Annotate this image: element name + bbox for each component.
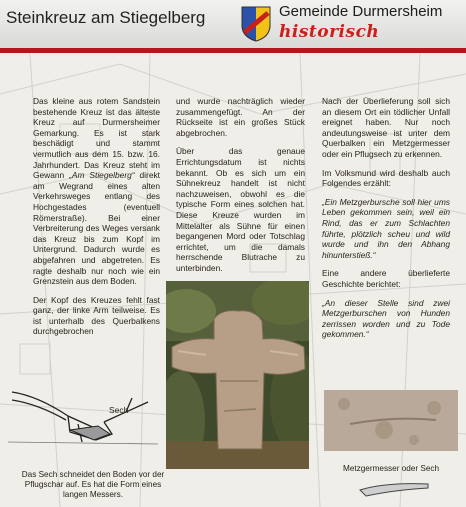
header-bar	[0, 0, 466, 48]
stone-caption: Metzgermesser oder Sech	[343, 464, 440, 473]
paragraph: Im Volksmund wird deshalb auch Folgendes erzählt:	[322, 167, 450, 189]
stone-cross-photo	[166, 281, 309, 469]
stone-detail-photo	[324, 390, 458, 451]
paragraph: Eine andere überlieferte Geschichte berichtet:	[322, 268, 450, 289]
accent-divider	[0, 48, 466, 53]
text-column-3	[322, 96, 450, 348]
coat-of-arms-icon	[240, 5, 272, 43]
text-column-1	[33, 96, 160, 345]
page-title: Steinkreuz am Stiegelberg	[6, 8, 206, 27]
plough-caption: Das Sech schneidet den Boden vor der Pflugschar auf. Es hat die Form eines langen Messers.	[21, 470, 165, 499]
paragraph	[33, 96, 160, 287]
legend-quote-2: „An dieser Stelle sind zwei Metzgerburschen von Hunden zerrissen worden und zu Tode gekommen.“	[322, 297, 450, 340]
paragraph: Über das genaue Errichtungsdatum ist nichts bekannt. Ob es sich um ein Sühnekreuz handelt ist nicht nachzuweisen, obwohl es die typische Form eines solchen hat. Diese Kreuze wurden im Mittelalter als Sühne für einen begangenen Mord oder Totschlag errichtet, um die damals herrschende Blutrache zu unterbinden.	[176, 146, 305, 273]
paragraph: und wurde nachträglich wieder zusammengefügt. An der Rückseite ist ein großes Stück abgebrochen.	[176, 96, 305, 138]
plough-illustration	[8, 382, 158, 448]
text: Das kleine aus rotem Sandstein bestehende Kreuz ist das älteste Kreuz auf Durmersheimer Gemarkung. Es ist stark beschädigt und stammt vermutlich aus dem 15. bzw. 16. Jahrhundert. Das Kreuz steht im Gewann	[33, 96, 160, 181]
paragraph: Nach der Überlieferung soll sich an diesem Ort ein tödlicher Unfall ereignet haben. Nur noch andeutungsweise ist unter dem Querbalken ein Metzgermesser oder ein Pflugsech zu erkennen.	[322, 96, 450, 159]
text-column-2	[176, 96, 305, 282]
community-name: Gemeinde Durmersheim	[279, 3, 443, 20]
sech-label: Sech	[109, 405, 129, 415]
text: direkt am Wegrand eines alten Verkehrsweges entlang des Hochgestades (eventuell Römerstraße). Bei einer Verbreiterung des Weges versank das Kreuz bis zum Kopf im Untergrund. Dadurch wurde es abgefahren und abgetreten. Es ragte deshalb nur noch wie ein Grenzstein aus dem Boden.	[33, 170, 160, 287]
place-name: „Am Stiegelberg“	[69, 170, 135, 181]
knife-sketch	[356, 480, 432, 498]
legend-quote-1: „Ein Metzgerbursche soll hier ums Leben gekommen sein, weil ein Rind, das er zum Schlachten führte, plötzlich scheu und wild wurde und ihn den Abhang hinunterstieß.“	[322, 196, 450, 260]
subtitle-historisch: historisch	[279, 22, 380, 42]
paragraph: Der Kopf des Kreuzes fehlt fast ganz, der linke Arm teilweise. Es ist unterhalb des Querbalkens durchgebrochen	[33, 294, 160, 337]
